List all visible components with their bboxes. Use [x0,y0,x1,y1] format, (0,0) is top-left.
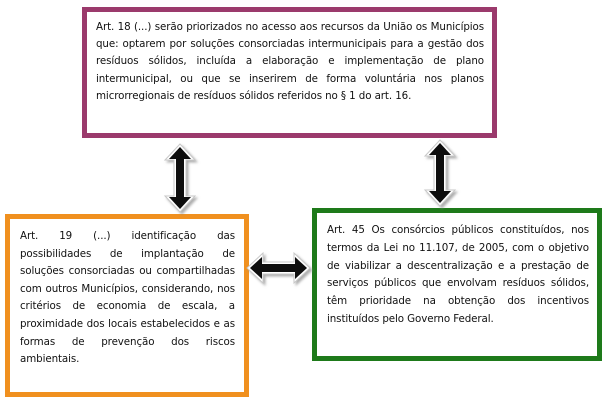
arrow-top-left-icon [165,144,195,212]
article-18-text: Art. 18 (...) serão priorizados no acesso aos recursos da União os Municípios que: optarem por soluções consorciadas intermunicipais para a gestão dos resíduos sólidos, incluída a elaboração e implementação de plano intermunicipal, ou que se inserirem de forma voluntária nos planos microrregionais de resíduos sólidos referidos no § 1 do art. 16. [96,21,484,102]
article-45-text: Art. 45 Os consórcios públicos constituídos, nos termos da Lei no 11.107, de 2005, com o objetivo de viabilizar a descentralização e a prestação de serviços públicos que envolvam resíduos sólidos, têm prioridade na obtenção dos incentivos instituídos pelo Governo Federal. [327,224,589,325]
article-19-text: Art. 19 (...) identificação das possibilidades de implantação de soluções consorciadas ou compartilhadas com outros Municípios, considerando, nos critérios de economia de escala, a proximidade dos locais estabelecidos e as formas de prevenção dos riscos ambientais. [20,230,235,366]
arrow-top-right-icon [425,140,455,206]
arrow-left-right-icon [247,253,310,283]
